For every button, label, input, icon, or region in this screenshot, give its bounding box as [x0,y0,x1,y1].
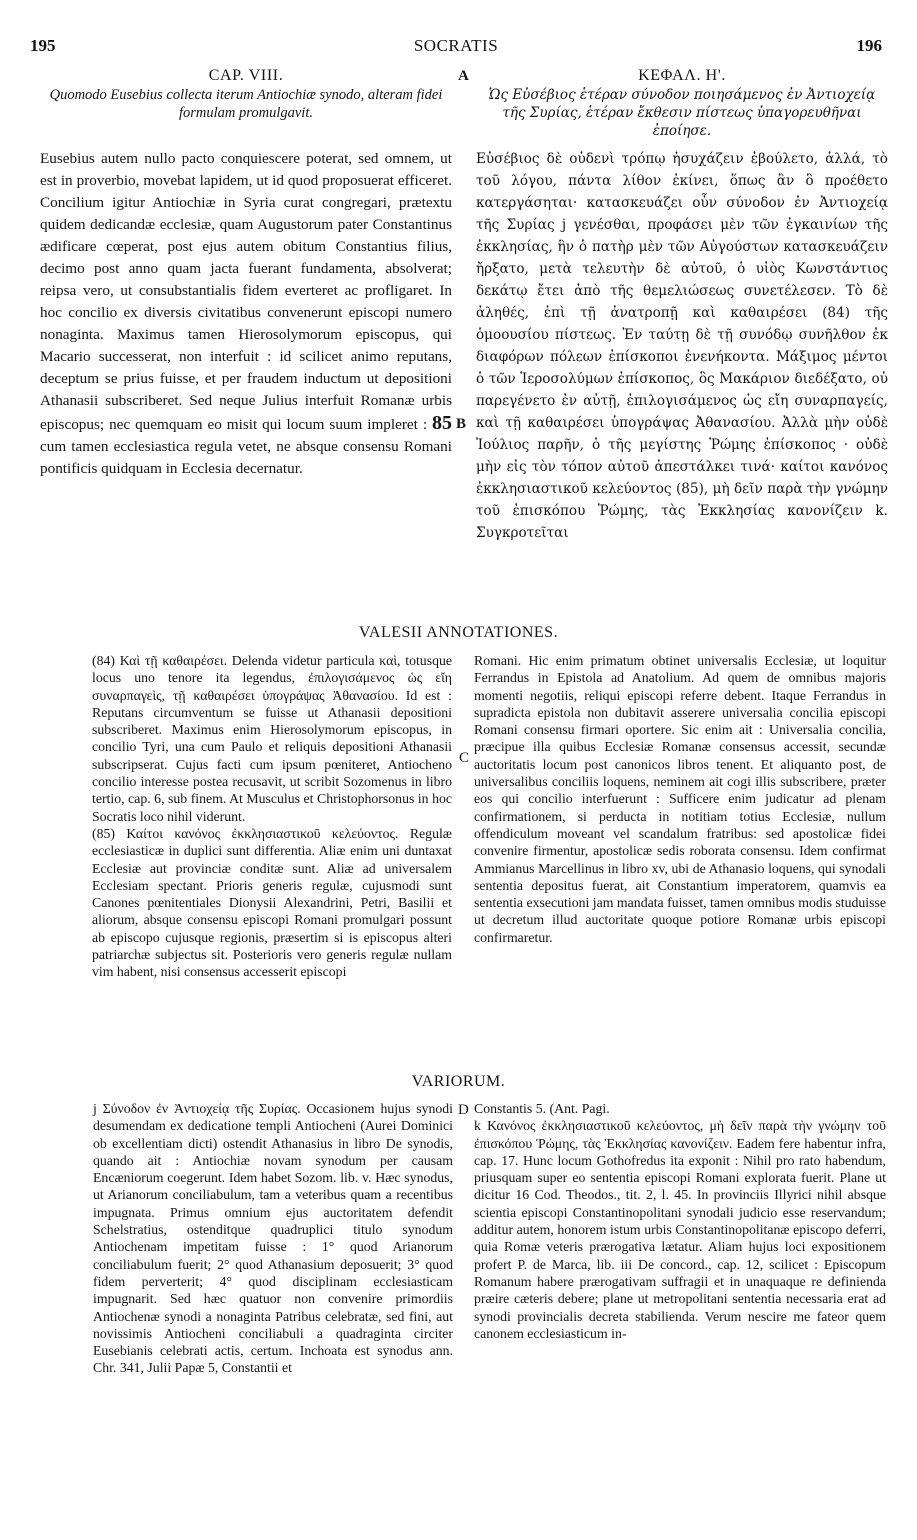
chapter-summary-latin: Quomodo Eusebius collecta iterum Antiochiæ synodo, alteram fidei formulam promulgavit. [49,87,443,121]
chapter-summary-greek: Ὡς Εὐσέβιος ἑτέραν σύνοδον ποιησάμενος ἐν Ἀντιοχείᾳ τῆς Συρίας, ἑτέραν ἔκθεσιν πίστεως ὑπαγορευθῆναι ἐποίησε. [488,87,876,139]
greek-text: Εὐσέβιος δὲ οὐδενὶ τρόπῳ ἡσυχάζειν ἐβούλετο, ἀλλά, τὸ τοῦ λόγου, πάντα λίθον ἐκίνει, ὅπως ἂν ὃ προέθετο κατεργάσηται· κατασκευάζει οὖν σύνοδον ἐν Ἀντιοχείᾳ τῆς Συρίας j γενέσθαι, προφάσει μὲν τῶν ἐγκαινίων τῆς ἐκκλησίας, ἣν ὁ πατὴρ μὲν τῶν Αὐγούστων κατασκευάζειν ἤρξατο, μετὰ τελευτὴν δὲ αὐτοῦ, ὁ υἱὸς Κωνστάντιος δεκάτῳ ἔτει ἀπὸ τῆς θεμελιώσεως συνετέλεσεν. Τὸ δὲ ἀληθές, ἐπὶ τῇ ἀνατροπῇ καὶ καθαιρέσει (84) τῆς ὁμοουσίου πίστεως. Ἐν ταύτῃ δὲ τῇ συνόδῳ συνῆλθον ἐκ διαφόρων πόλεων ἐπίσκοποι ἐνενήκοντα. Μάξιμος μέντοι ὁ τῶν Ἱεροσολύμων ἐπίσκοπος, ὃς Μακάριον διεδέξατο, οὐ παρεγένετο ἐν αὐτῇ, ἐπιλογισάμενος ὡς εἴη συναρπαγείς, καὶ τῇ καθαιρέσει ὑπογράψας Ἀθανασίου. Ἀλλὰ μὴν οὐδὲ Ἰούλιος παρῆν, ὁ τῆς μεγίστης Ῥώμης ἐπίσκοπος · οὐδὲ μὴν εἰς τὸν τόπον αὐτοῦ ἀπεστάλκει τινά· καίτοι κανόνος ἐκκλησιαστικοῦ κελεύοντος (85), μὴ δεῖν παρὰ τὴν γνώμην τοῦ ἐπισκόπου Ῥώμης, τὰς Ἐκκλησίας κανονίζειν k. Συγκροτεῖται [476,151,888,541]
valesii-notes-right [474,652,886,946]
latin-body [40,148,452,480]
latin-text-end: cum tamen ecclesiastica regula vetet, ne absque consensu Romani pontificis quidquam in Ecclesia decernatur. [40,438,452,477]
page-number-left: 195 [30,36,56,55]
latin-text: Eusebius autem nullo pacto conquiescere poterat, sed omnem, ut est in proverbio, movebat lapidem, ut id quod proposuerat efficeret. Concilium igitur Antiochiæ in Syria curat congregari, prætextu quidem dedicandæ ecclesiæ, quam Augustorum pater Constantinus ædificare cœperat, post ejus autem obitum Constantius filius, decimo post anno quam jacta fuerant fundamenta, absolverat; reipsa vero, ut consubstantialis fidem everteret ac profligaret. In hoc concilio ex diversis civitatibus convenerunt episcopi numero nonaginta. Maximus tamen Hierosolymorum episcopus, qui Macario successerat, non interfuit : id scilicet animo reputans, deceptum se prius fuisse, et per fraudem inductum ut depositioni Athanasii subscriberet. Sed neque Julius interfuit Romanæ urbis episcopus; nec quemquam eo misit qui locum suum impleret : [40,150,452,433]
chapter-heading-latin [40,66,452,122]
column-marker-85: 85 [432,412,453,434]
page-number-right: 196 [856,36,882,55]
variorum-notes-left [93,1100,453,1377]
margin-letter-c: C [459,750,470,766]
variorum-note-j: j Σύνοδον ἐν Ἀντιοχείᾳ τῆς Συρίας. Occasionem hujus synodi desumendam ex dedicatione templi Antiocheni (Aurei Dominici ob excellentiam dicti) ostendit Athanasius in libro De synodis, quando ait : Antiochiæ novam synodum per causam Encæniorum coegerunt. Idem habet Sozom. lib. v. Hæc synodus, ut Arianorum conciliabulum, tam a veteribus quam a recentibus impugnata. Primus omnium ejus auctoritatem defendit Schelstratius, ostenditque quadruplici titulo synodum Antiochenam impetitam fuisse : 1° quod Arianorum conciliabulum fuerit; 2° quod Athanasium deposuerit; 3° quod fidem perverterit; 4° quod disciplinam ecclesiasticam impugnarit. Sed hæc quatuor non convenire primordiis Antiochenæ synodi a nonaginta Patribus celebratæ, sed fini, aut novissimis Antiocheni conciliabuli a quadraginta circiter Eusebianis celebrati actis, certum. Inchoata est synodus ann. Chr. 341, Julii Papæ 5, Constantii et [93,1101,453,1376]
chapter-title-greek: ΚΕΦΑΛ. Η'. [638,67,726,84]
valesii-note-continued: Romani. Hic enim primatum obtinet universalis Ecclesiæ, ut loquitur Ferrandus in Epistola ad Anatolium. Ad quem de omnibus majoris momenti negotiis, reliqui episcopi referre debent. Itaque Ferrandus in supradicta epistola non dubitavit asserere universalia concilia episcopi Romani consensu firmari oportere. Sic enim ait : Universalia concilia, præcipue illa quibus Ecclesiæ Romanæ consensus accessit, secundæ auctoritatis locum post canonicos libros tenent. Et aliquanto post, de universalibus conciliis loquens, neminem ait cogi illis subscribere, præter eos qui concilio interfuerunt : Sufficere enim judicatur ad plenam confirmationem, si perducta in notitiam totius Ecclesiæ, nullum offendiculum moveant vel scandalum fratribus: sed apostolicæ fidei convenire firmentur, apostolicæ sedis roborata consensu. Idem confirmat Ammianus Marcellinus in libro xv, ubi de Athanasio loquens, qui synodali sententia depositus fuerat, ait Constantium imperatorem, quamvis ea sententia exsecutioni jam mandata fuisset, tamen omnibus modis studuisse ut decretum illud auctoritate quoque potiore Romanæ urbis episcopi confirmaretur. [474,653,886,945]
chapter-heading-greek [476,66,888,140]
variorum-notes-right [474,1100,886,1342]
variorum-note-continued: Constantis 5. (Ant. Pagi. [474,1101,610,1116]
valesii-note-85: (85) Καίτοι κανόνος ἐκκλησιαστικοῦ κελεύοντος. Regulæ ecclesiasticæ in duplici sunt differentia. Aliæ enim uni duntaxat Ecclesiæ aut provinciæ conditæ sunt. Aliæ ad universalem Ecclesiam spectant. Prioris generis regulæ, cujusmodi sunt Canones pœnitentiales Dionysii Alexandrini, Petri, Basilii et aliorum, absque consensu episcopi Romani promulgari possunt ab episcopo cujusque regionis, præsertim si is episcopus alteri patriarchæ subjectus sit. Posterioris vero generis regulæ nullam vim habent, nisi consensus accesserit episcopi [92,825,452,980]
margin-letter-a: A [458,68,469,84]
margin-letter-d: D [458,1102,469,1118]
valesii-notes-left [92,652,452,981]
variorum-note-k: k Κανόνος ἐκκλησιαστικοῦ κελεύοντος, μὴ δεῖν παρὰ τὴν γνώμην τοῦ ἐπισκόπου Ῥώμης, τὰς Ἐκκλησίας κανονίζειν. Eadem fere habentur infra, cap. 17. Hunc locum Gothofredus ita exponit : Nihil pro rato habendum, priusquam super eo sententia episcopi Romani explorata fuerit. Plane ut dicitur 16 Cod. Theodos., tit. 2, l. 45. In provinciis Illyrici nihil absque scientia episcopi Constantinopolitani synodali judicio esse reservandum; additur autem, honorem istum urbis Constantinopolitanæ episcopo deferri, quia Romæ veteris prærogativa lætatur. Aliam hujus loci expositionem profert P. de Marca, lib. iii De concord., cap. 12, scilicet : Episcopum Romanum habere prærogativam suffragii et in unaquaque re definienda præire cæteris debere; plane ut metropolitani sententia necessaria erat ad synodi provincialis decreta stabilienda. Verum nescire me fateor quem canonem ecclesiasticum in- [474,1118,886,1341]
greek-body [476,148,888,544]
section-title-variorum: VARIORUM. [411,1073,506,1090]
running-header [30,36,882,58]
running-title: SOCRATIS [413,36,499,55]
valesii-note-84: (84) Καὶ τῇ καθαιρέσει. Delenda videtur particula καὶ, totusque locus uno tenore ita legendus, ἐπιλογισάμενος ὡς εἴη συναρπαγεὶς, τῇ καθαιρέσει ὑπογράψας Ἀθανασίου. Id est : Reputans circumventum se fuisse ut Athanasii depositioni subscriberet. Maximus enim Hierosolymorum episcopus, in concilio Tyri, una cum Paulo et reliquis depositioni Athanasii subscripserat. Cujus facti cum ipsum pœniteret, Antiocheno concilio interesse postea recusavit, ut scribit Sozomenus in libro tertio, cap. 6, sub finem. At Musculus et Christophorsonus in hoc Socratis loco nihil viderunt. [92,653,452,824]
margin-letter-b: B [456,416,467,432]
section-title-valesii: VALESII ANNOTATIONES. [358,624,559,641]
chapter-title-latin: CAP. VIII. [208,67,284,84]
